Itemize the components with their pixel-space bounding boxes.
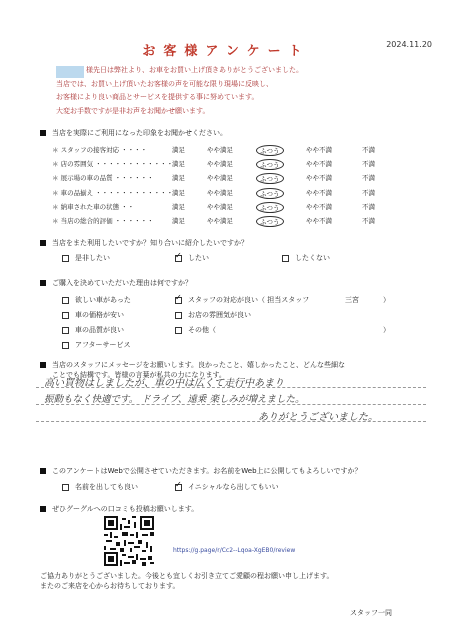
handwritten-line: 高い買物はしましたが、車の中は広くて走行中あまり — [44, 378, 284, 389]
rating-option-selected[interactable]: ふつう — [256, 202, 284, 213]
rating-option[interactable]: やや満足 — [207, 160, 233, 169]
q2-title: 当店をまた利用したいですか？知り合いに紹介したいですか？ — [40, 238, 248, 248]
rating-option[interactable]: やや満足 — [207, 174, 233, 183]
review-url-link[interactable]: https://g.page/r/Cc2--Lqoa-XgEB0/review — [173, 547, 296, 554]
rating-option[interactable]: 満足 — [172, 160, 185, 169]
rating-option[interactable]: やや満足 — [207, 146, 233, 154]
rating-option-selected[interactable]: ふつう — [256, 159, 284, 170]
section-marker-icon — [40, 506, 46, 512]
handwritten-line: 振動もなく快適です。 ドライブ、遠乗 楽しみが増えました。 — [44, 394, 305, 405]
rating-option[interactable]: やや不満 — [306, 174, 332, 183]
message-area[interactable] — [36, 370, 426, 427]
rating-row-label: ＊ 展示場の車の品質 ・・・・・・ — [52, 174, 154, 183]
rating-option[interactable]: やや不満 — [306, 217, 332, 225]
rating-option[interactable]: 不満 — [362, 174, 375, 183]
rating-option[interactable]: 満足 — [172, 217, 185, 225]
closing-text — [40, 571, 333, 591]
rating-row-label: ＊ 納車された車の状態 ・・ — [52, 202, 135, 211]
intro-text — [56, 64, 303, 118]
section-marker-icon — [40, 468, 46, 474]
rating-row-label: ＊ スタッフの接客対応 ・・・・ — [52, 146, 148, 154]
rating-option[interactable]: 不満 — [362, 202, 375, 211]
staff-name: 三宮 — [345, 296, 359, 304]
q1-title: 当店を実際にご利用になった印象をお聞かせください。 — [40, 128, 227, 138]
rating-option[interactable]: やや不満 — [306, 202, 332, 211]
q3-title: ご購入を決めていただいた理由は何ですか？ — [40, 278, 192, 288]
q2-option-yes[interactable]: ✓ したい — [175, 253, 209, 263]
q3-option-staff[interactable]: ✓スタッフの対応が良い（ 担当スタッフ — [175, 295, 309, 305]
rating-option[interactable]: やや不満 — [306, 146, 332, 154]
rating-option-selected[interactable]: ふつう — [256, 188, 284, 199]
section-marker-icon — [40, 130, 46, 136]
handwritten-line: ありがとうございました。 — [258, 412, 378, 423]
checkbox[interactable] — [175, 312, 182, 319]
checkbox-checked[interactable] — [175, 255, 182, 262]
checkbox[interactable] — [62, 484, 69, 491]
intro-line: 大変お手数ですが是非お声をお聞かせ願います。 — [56, 106, 210, 115]
q5-title: このアンケートはWebで公開させていただきます。お名前をWeb上に公開してもよろしいですか？ — [40, 466, 362, 476]
checkbox[interactable] — [62, 297, 69, 304]
checkbox-checked[interactable] — [175, 484, 182, 491]
intro-line: お客様により良い商品とサービスを提供する事に努めています。 — [56, 93, 259, 101]
rating-option[interactable]: やや不満 — [306, 160, 332, 169]
checkbox[interactable] — [62, 327, 69, 334]
q3-option-after-service[interactable]: アフターサービス — [62, 340, 131, 350]
rating-option-selected[interactable]: ふつう — [256, 216, 284, 227]
rating-option[interactable]: やや満足 — [207, 188, 233, 197]
rating-option[interactable]: 不満 — [362, 217, 375, 225]
section-marker-icon — [40, 240, 46, 246]
rating-option-selected[interactable]: ふつう — [256, 173, 284, 184]
rating-option[interactable]: 満足 — [172, 174, 185, 183]
section-marker-icon — [40, 280, 46, 286]
rating-option[interactable]: やや満足 — [207, 217, 233, 225]
q5-option-initials[interactable]: ✓ イニシャルなら出してもいい — [175, 482, 279, 492]
q3-option-quality[interactable]: 車の品質が良い — [62, 325, 124, 335]
rating-option[interactable]: 不満 — [362, 188, 375, 197]
q5-option-full-name[interactable]: 名前を出しても良い — [62, 482, 138, 492]
checkbox[interactable] — [62, 255, 69, 262]
rating-option[interactable]: 満足 — [172, 202, 185, 211]
rating-option[interactable]: やや満足 — [207, 202, 233, 211]
q4-title: 当店のスタッフにメッセージをお願いします。良かったこと、嬉しかったこと、どんな些細な — [40, 360, 345, 370]
q3-option-wanted-car[interactable]: 欲しい車があった — [62, 295, 131, 305]
checkbox[interactable] — [62, 312, 69, 319]
closing-line: またのご来店を心からお待ちしております。 — [40, 582, 180, 590]
q6-title: ぜひグーグルへの口コミも投稿お願いします。 — [40, 504, 198, 514]
checkbox[interactable] — [282, 255, 289, 262]
q3-option-atmosphere[interactable]: お店の雰囲気が良い — [175, 310, 251, 320]
signature: スタッフ一同 — [350, 609, 392, 617]
rating-option[interactable]: 不満 — [362, 146, 375, 154]
rating-row-label: ＊ 当店の総合的評価 ・・・・・・ — [52, 217, 154, 225]
rating-row-label: ＊ 店の雰囲気 ・・・・・・・・・・・・ — [52, 160, 174, 169]
q3-option-other[interactable]: その他（ — [175, 325, 216, 335]
rating-option[interactable]: 満足 — [172, 146, 185, 154]
section-marker-icon — [40, 362, 46, 368]
rating-row-label: ＊ 車の品揃え ・・・・・・・・・・・・ — [52, 188, 174, 197]
intro-line: 様先日は弊社より、お車をお買い上げ頂きありがとうございました。 — [86, 66, 303, 74]
checkbox[interactable] — [62, 342, 69, 349]
checkbox[interactable] — [175, 327, 182, 334]
rating-option[interactable]: やや不満 — [306, 188, 332, 197]
checkbox-checked[interactable] — [175, 297, 182, 304]
closing-line: ご協力ありがとうございました。今後とも宜しくお引き立てご愛顧の程お願い申し上げます。 — [40, 572, 334, 580]
rating-option[interactable]: 不満 — [362, 160, 375, 169]
qr-code-icon[interactable] — [104, 516, 154, 566]
rating-option[interactable]: 満足 — [172, 188, 185, 197]
close-paren: ） — [383, 326, 390, 334]
q2-option-no[interactable]: したくない — [282, 253, 330, 263]
survey-date: 2024.11.20 — [386, 40, 432, 49]
intro-line: 当店では、お買い上げ頂いたお客様の声を可能な限り現場に反映し、 — [56, 79, 273, 88]
q4-title-line2: ことでも結構です。皆様の言葉が私共の力になります。 — [52, 371, 226, 379]
q3-option-price[interactable]: 車の価格が安い — [62, 310, 124, 320]
rating-option-selected[interactable]: ふつう — [256, 145, 284, 156]
page-title: お客様アンケート — [142, 44, 310, 59]
close-paren: ） — [383, 296, 390, 304]
q2-option-yes-definitely[interactable]: 是非したい — [62, 253, 110, 263]
